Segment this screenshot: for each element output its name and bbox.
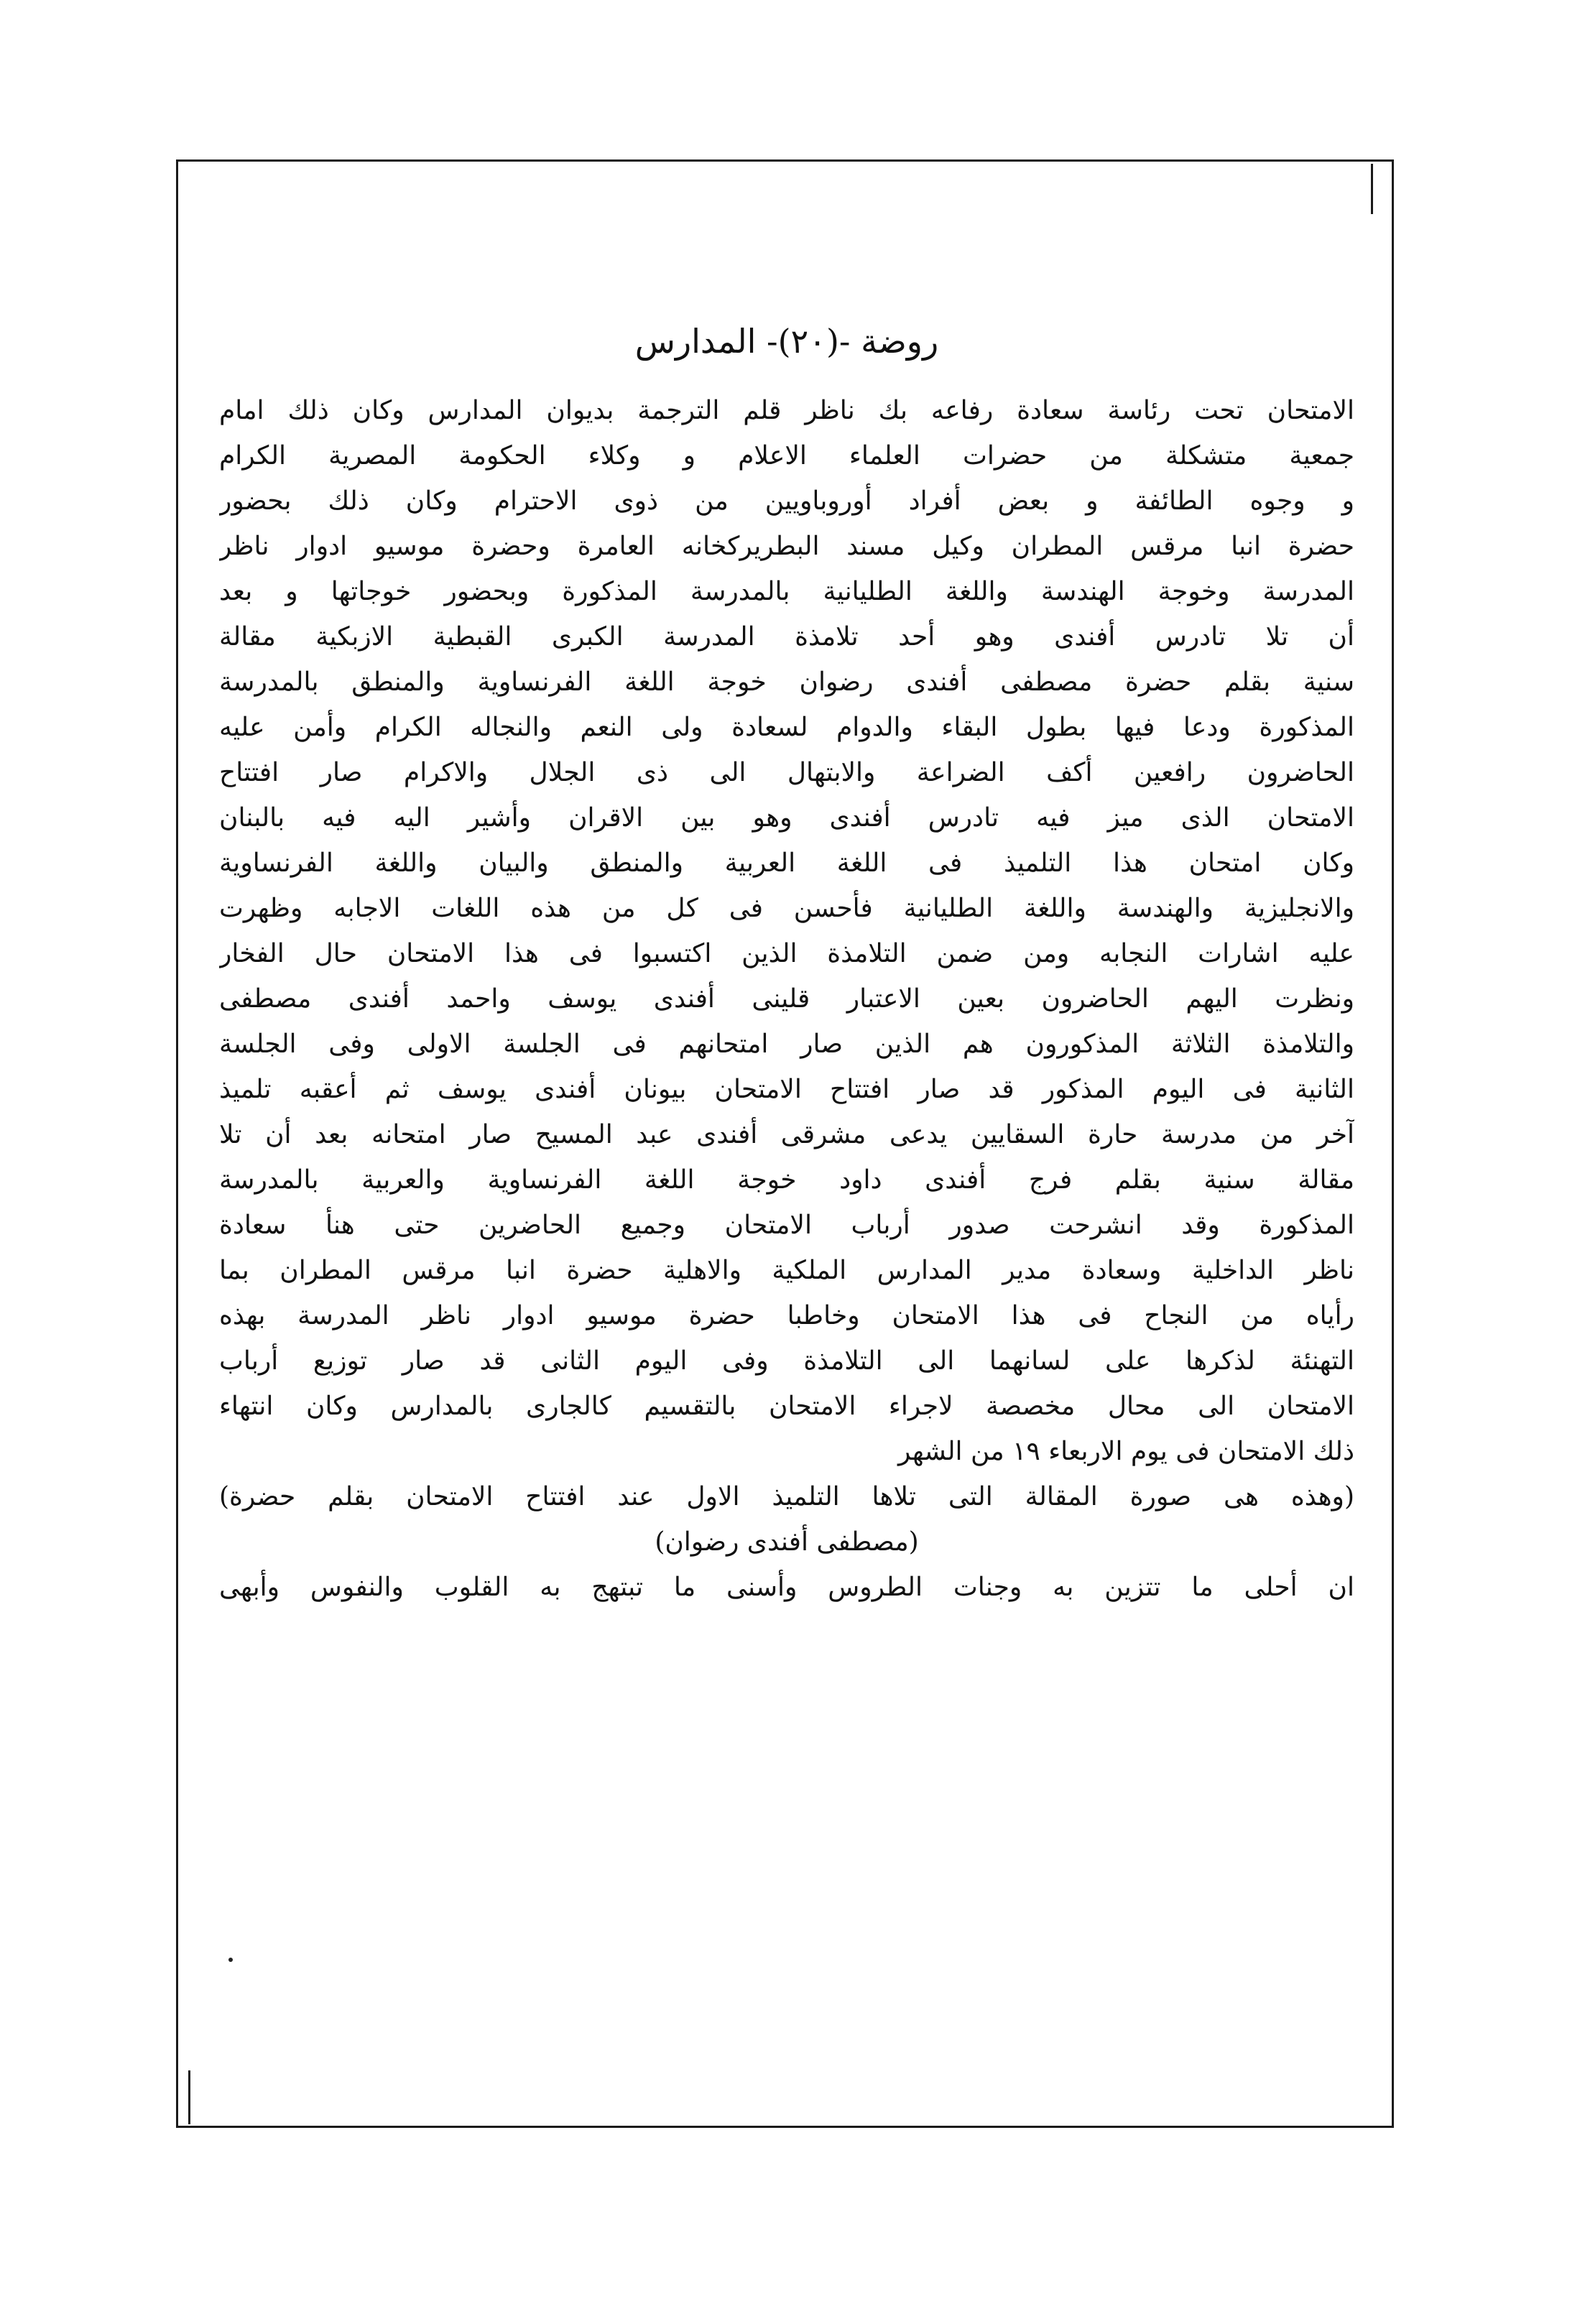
text-line-4: حضرة انبا مرقس المطران وكيل مسند البطريركخانه العامرة وحضرة موسيو ادوار ناظر: [219, 532, 1354, 561]
text-line-18: مقالة سنية بقلم فرج أفندى داود خوجة اللغة الفرنساوية والعربية بالمدرسة: [219, 1165, 1354, 1195]
text-line-9: الحاضرون رافعين أكف الضراعة والابتهال الى ذى الجلال والاكرام صار افتتاح: [219, 758, 1354, 787]
text-line-22: التهنئة لذكرها على لسانهما الى التلامذة وفى اليوم الثانى قد صار توزيع أرباب: [219, 1346, 1354, 1376]
text-line-5: المدرسة وخوجة الهندسة واللغة الطليانية بالمدرسة المذكورة وبحضور خوجاتها و بعد: [219, 577, 1354, 606]
text-line-14: ونظرت اليهم الحاضرون بعين الاعتبار قلينى أفندى يوسف واحمد أفندى مصطفى: [219, 984, 1354, 1014]
border-mark-top: [1371, 164, 1373, 214]
article-intro-line: (وهذه هى صورة المقالة التى تلاها التلميذ الاول عند افتتاح الامتحان بقلم حضرة): [219, 1482, 1354, 1511]
border-mark-bottom: [188, 2070, 190, 2124]
text-line-23: الامتحان الى محال مخصصة لاجراء الامتحان بالتقسيم كالجارى بالمدارس وكان انتهاء: [219, 1392, 1354, 1421]
text-line-20: ناظر الداخلية وسعادة مدير المدارس الملكية والاهلية حضرة انبا مرقس المطران بما: [219, 1256, 1354, 1285]
text-line-7: سنية بقلم حضرة مصطفى أفندى رضوان خوجة اللغة الفرنساوية والمنطق بالمدرسة: [219, 667, 1354, 697]
text-line-19: المذكورة وقد انشرحت صدور أرباب الامتحان وجميع الحاضرين حتى هنأ سعادة: [219, 1210, 1354, 1240]
text-line-21: رأياه من النجاح فى هذا الامتحان وخاطبا حضرة موسيو ادوار ناظر المدرسة بهذه: [219, 1301, 1354, 1330]
text-line-27: ان أحلى ما تتزين به وجنات الطروس وأسنى ما تبتهج به القلوب والنفوس وأبهى: [219, 1573, 1354, 1602]
text-line-12: والانجليزية والهندسة واللغة الطليانية فأحسن فى كل من هذه اللغات الاجابه وظهرت: [219, 894, 1354, 923]
text-line-15: والتلامذة الثلاثة المذكورون هم الذين صار امتحانهم فى الجلسة الاولى وفى الجلسة: [219, 1029, 1354, 1059]
text-line-17: آخر من مدرسة حارة السقايين يدعى مشرقى أفندى عبد المسيح صار امتحانه بعد أن تلا: [219, 1120, 1354, 1149]
text-line-11: وكان امتحان هذا التلميذ فى اللغة العربية والمنطق والبيان واللغة الفرنساوية: [219, 848, 1354, 878]
body-text: [219, 388, 1354, 1610]
ink-speck: [228, 1958, 233, 1962]
text-line-6: أن تلا تادرس أفندى وهو أحد تلامذة المدرسة الكبرى القبطية الازبكية مقالة: [219, 622, 1354, 652]
article-author-line: (مصطفى أفندى رضوان): [655, 1527, 919, 1557]
text-line-24: ذلك الامتحان فى يوم الاربعاء ١٩ من الشهر: [898, 1437, 1354, 1466]
text-line-8: المذكورة ودعا فيها بطول البقاء والدوام لسعادة ولى النعم والنجاله الكرام وأمن عليه: [219, 713, 1354, 742]
text-line-10: الامتحان الذى ميز فيه تادرس أفندى وهو بين الاقران وأشير اليه فيه بالبنان: [219, 803, 1354, 833]
text-line-2: جمعية متشكلة من حضرات العلماء الاعلام و وكلاء الحكومة المصرية الكرام: [219, 441, 1354, 471]
text-line-1: الامتحان تحت رئاسة سعادة رفاعه بك ناظر قلم الترجمة بديوان المدارس وكان ذلك امام: [219, 396, 1354, 425]
text-line-13: عليه اشارات النجابه ومن ضمن التلامذة الذين اكتسبوا فى هذا الامتحان حال الفخار: [219, 939, 1354, 968]
running-header: روضة -(٢٠)- المدارس: [634, 322, 939, 361]
text-line-3: و وجوه الطائفة و بعض أفراد أوروباويين من ذوى الاحترام وكان ذلك بحضور: [219, 486, 1354, 516]
text-line-16: الثانية فى اليوم المذكور قد صار افتتاح الامتحان بيونان أفندى يوسف ثم أعقبه تلميذ: [219, 1075, 1354, 1104]
